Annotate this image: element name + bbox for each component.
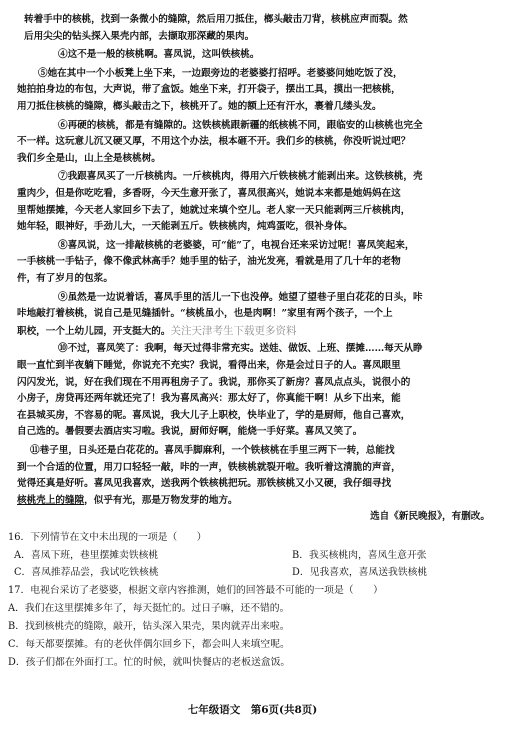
passage-line: 在县城买房，不容易的呢。喜凤说，我大儿子上职校，快毕业了，学的是厨师，他自己喜欢，	[17, 409, 411, 421]
passage-line: ⑤她在其中一个小板凳上坐下来，一边跟旁边的老婆婆打招呼。老婆婆问她吃饭了没，	[38, 67, 403, 79]
passage-line: ⑧喜凤说，这一排敲核桃的老婆婆，可“能”了，电视台还来采访过呢！喜凤笑起来，	[58, 239, 415, 251]
question-17-option-d: D．孩子们都在外面打工。忙的时候，就叫快餐店的老板送盒饭。	[8, 657, 291, 668]
passage-line: ⑥再硬的核桃，都是有缝隙的。这铁核桃跟新疆的纸核桃不同，跟临安的山核桃也完全	[58, 119, 423, 131]
underlined-sentence: 核桃壳上的缝隙	[17, 494, 85, 506]
passage-text: 职校，一个上幼儿园，开支挺大的。	[17, 325, 171, 337]
passage-line: 自己选的。暑假要去酒店实习啦。我说，厨师好啊，能烧一手好菜。喜凤又笑了。	[17, 426, 363, 438]
source-note: 选自《新民晚报》，有删改。	[370, 511, 490, 523]
passage-line: ⑦我跟喜凤买了一斤核桃肉。一斤核桃肉，得用六斤铁核桃才能剥出来。这铁核桃，壳	[58, 171, 423, 183]
question-17-option-a: A．我们在这里摆摊多年了，每天挺忙的。过日子嘛，还不错的。	[8, 603, 290, 614]
question-16-option-a: A．喜凤下班，巷里摆摊卖铁核桃	[14, 550, 159, 561]
passage-line: ⑨虽然是一边说着话，喜凤手里的活儿一下也没停。她望了望巷子里白花花的日头，咔	[58, 291, 423, 303]
passage-line: 里帮她摆摊，今天老人家回乡下去了，她就过来填个空儿。老人家一天只能剥两三斤核桃肉，	[17, 204, 411, 216]
question-17-option-b: B．找到核桃壳的缝隙，敲开，钻头深入果壳，果肉就弄出来啦。	[8, 621, 290, 632]
passage-line: ⑩不过，喜凤笑了：我啊，每天过得非常充实。送娃、做饭、上班、摆摊……每天从睁	[58, 343, 423, 355]
question-16-option-c: C．喜凤推荐品尝，我试吃铁核桃	[14, 567, 159, 578]
passage-line: 件，有了岁月的包浆。	[17, 273, 113, 284]
passage-line: 转着手中的核桃，找到一条微小的缝隙，然后用刀抵住，榔头敲击刀背，核桃应声而裂。然	[24, 14, 408, 25]
passage-line: 我们乡全是山，山上全是核桃树。	[17, 152, 161, 164]
passage-line: ⑪巷子里，日头还是白花花的。喜凤手脚麻利，一个铁核桃在手里三两下一转，总能找	[30, 445, 395, 456]
passage-line: 到一个合适的位置，用刀口轻轻一敲，咔的一声，铁核桃就裂开啦。我听着这清脆的声音，	[17, 461, 401, 473]
question-16-option-b: B．我买核桃肉，喜凤生意开张	[292, 550, 427, 561]
passage-line: 她年轻，眼神好，手劲儿大，一天能剥五斤。铁核桃肉，炖鸡蛋吃，很补身体。	[17, 221, 353, 233]
passage-line: 重肉少，但是你吃吃看，多香呀，今天生意开张了，喜凤很高兴，她说本来都是她妈妈在这	[17, 188, 401, 199]
passage-line: 一手核桃一手钻子，像不像武林高手？她手里的钻子，油光发亮，看就是用了几十年的老物	[17, 256, 401, 268]
question-17-option-c: C．每天都要摆摊。有的老伙伴偶尔回乡下，都会叫人来填空呢。	[8, 639, 290, 650]
watermark-text: 关注天津考生下载更多资料	[170, 324, 297, 337]
passage-line: 闪闪发光，说，好在我们现在不用再租房子了。我说，那你买了新房？喜凤点点头，说很小的	[17, 376, 411, 388]
passage-line: 不一样。这玩意儿沉又硬又厚，不用这个办法，根本砸不开。我们乡的核桃，你没听说过吧？	[17, 136, 411, 148]
passage-line: 觉得还真是好听。喜凤见我喜欢，送我两个铁核桃把玩。那铁核桃又小又硬，我仔细寻找	[17, 478, 392, 490]
question-16-option-d: D．见我喜欢，喜凤送我铁核桃	[292, 567, 428, 578]
passage-line: 小房子，房贷再还两年就还完了！我为喜凤高兴：那太好了，你真能干啊！从乡下出来，能	[17, 393, 401, 405]
question-16-stem: 16．下列情节在文中未出现的一项是（ ）	[8, 532, 207, 543]
passage-line: 用刀抵住核桃的缝隙，榔头敲击之下，核桃开了。她的额上还有汗水，裹着几缕头发。	[17, 101, 382, 112]
passage-line: 咔地敲打着核桃，说自己是见缝插针。“核桃虽小，也是肉啊！”家里有两个孩子，一个上	[17, 308, 393, 320]
passage-line: ④这不是一般的核桃啊。喜凤说，这叫铁核桃。	[58, 49, 260, 61]
passage-line: 眼一直忙到半夜躺下睡觉，你说充不充实？我说，看得出来，你是会过日子的人。喜凤眼里	[17, 360, 401, 371]
page-footer: 七年级语文 第6页(共8页)	[187, 704, 318, 716]
question-17-stem: 17．电视台采访了老婆婆，根据文章内容推测，她们的回答最不可能的一项是（ ）	[8, 585, 383, 596]
passage-line: 她拍拍身边的布包，大声说，带了盒饭。她坐下来，打开袋子，摆出工具，摸出一把核桃，	[17, 84, 401, 96]
passage-line: 后用尖尖的钻头探入果壳内部，去撷取那深藏的果肉。	[24, 30, 255, 42]
passage-text: ，似乎有光，那是万物发芽的地方。	[84, 494, 238, 506]
